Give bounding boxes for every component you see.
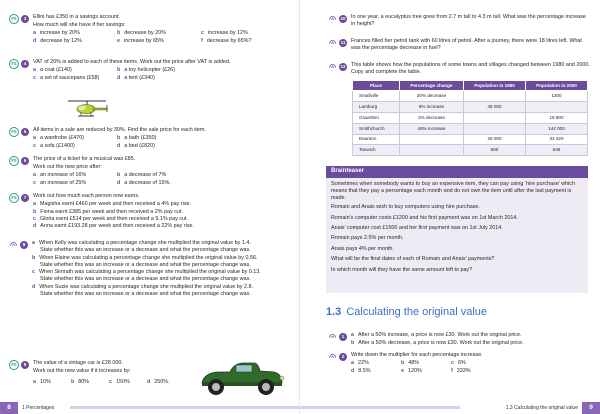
option: d a bed (£820) <box>117 143 155 150</box>
table-header-row <box>353 81 588 91</box>
brainteaser-box <box>326 166 588 293</box>
column-header: Population in 1980 <box>464 81 526 91</box>
chapter-label: 1 Percentages <box>22 404 55 411</box>
section-heading <box>326 305 487 319</box>
options-list <box>33 172 289 187</box>
table-cell: 30% decrease <box>399 90 463 101</box>
option: d a decrease of 15%. <box>117 180 171 187</box>
toy-helicopter-illustration <box>62 99 112 121</box>
option: c 6% <box>451 360 466 367</box>
functional-skills-badge-icon: FS <box>9 193 19 203</box>
options-list <box>33 67 289 82</box>
brainteaser-text: Anais pays 4% per month. <box>331 245 394 252</box>
question-1 <box>328 332 590 347</box>
option: b a decrease of 7% <box>117 172 167 179</box>
options-list <box>33 135 289 150</box>
functional-skills-badge-icon: FS <box>9 14 19 24</box>
table-cell: 2% decrease <box>399 112 463 123</box>
table-cell <box>464 90 526 101</box>
brainteaser-text: Romain’s computer costs £1200 and his first payment was on 1st March 2014. <box>331 214 518 221</box>
table-cell: Tanwich <box>353 145 400 156</box>
question-number: 12 <box>340 63 346 69</box>
population-table <box>352 80 588 156</box>
table-row <box>353 134 588 145</box>
question-text: Ellini has £350 in a savings account. <box>33 14 120 20</box>
table-cell: 19 800 <box>525 112 587 123</box>
table-cell: 8% increase <box>399 101 463 112</box>
question-subtext: Work out the new value if it increases by: <box>33 368 131 375</box>
question-2 <box>328 352 590 375</box>
options-list <box>33 379 189 386</box>
option: b After a 50% decrease, a price is now £30. Work out the original price. <box>351 340 524 347</box>
question-text: The value of a vintage car is £28 000. <box>33 360 123 366</box>
options-list <box>33 30 289 45</box>
option: b 80% <box>71 379 90 386</box>
functional-skills-badge-icon: FS <box>9 127 19 137</box>
column-header: Place <box>353 81 400 91</box>
table-cell <box>399 134 463 145</box>
page-number: 9 <box>582 402 600 414</box>
question-number: 1 <box>339 333 347 341</box>
option: e 120% <box>401 368 422 375</box>
question-10 <box>328 14 590 29</box>
brainteaser-text: Anais’ computer cost £1500 and her first payment was on 1st July 2014. <box>331 225 503 232</box>
option: b 48% <box>401 360 420 367</box>
question-8 <box>9 240 281 298</box>
page-footer-right <box>462 402 600 414</box>
column-header: Population in 2000 <box>525 81 587 91</box>
option: f decrease by 65%? <box>201 38 252 45</box>
option: b decrease by 20% <box>117 30 166 37</box>
table-cell: Deanton <box>353 134 400 145</box>
question-subtext: How much will she have if her savings: <box>33 22 126 29</box>
wifi-collaborative-icon <box>328 40 337 46</box>
option: f 333% <box>451 368 471 375</box>
option: b a bath (£350) <box>117 135 157 142</box>
question-number: 3 <box>21 15 29 23</box>
table-cell: 33 320 <box>525 134 587 145</box>
option: e increase by 65% <box>117 38 164 45</box>
functional-skills-badge-icon: FS <box>9 156 19 166</box>
option: a an increase of 16% <box>33 172 87 179</box>
options-list <box>351 360 590 375</box>
brainteaser-text: Romain and Anais wish to buy computers using hire purchase. <box>331 204 480 211</box>
option: c an increase of 25% <box>33 180 87 187</box>
option: a Magisha earnt £460 per week and then received a 4% pay rise. <box>33 201 192 208</box>
question-number: 4 <box>21 60 29 68</box>
option: b Fiona earnt £385 per week and then received a 2% pay cut. <box>33 208 183 215</box>
question-number: 9 <box>21 361 29 369</box>
table-cell: 48% increase <box>399 123 463 134</box>
question-text: VAT of 20% is added to each of these items. Work out the price after VAT is added. <box>33 59 231 65</box>
wifi-collaborative-icon <box>9 242 18 248</box>
page-footer-left <box>0 402 58 414</box>
question-number: 8 <box>20 241 28 249</box>
table-cell: 1300 <box>525 90 587 101</box>
table-cell: 680 <box>464 145 526 156</box>
option: b When Elaine was calculating a percentage change she multiplied the original value by 0.56. State whether this was an increase or a decrease and what the percentage change was. <box>32 254 258 268</box>
question-7 <box>9 193 289 230</box>
wifi-collaborative-icon <box>328 334 337 340</box>
question-number: 7 <box>21 194 29 202</box>
option: a After a 50% increase, a price is now £30. Work out the original price. <box>351 332 522 338</box>
table-cell: Smithchurch <box>353 123 400 134</box>
question-text: Write down the multiplier for each percentage increase. <box>351 352 483 358</box>
option: a When Kelly was calculating a percentage change she multiplied the original value by 1.4. State whether this was an increase or a decrease and what the percentage change was. <box>32 240 251 254</box>
functional-skills-badge-icon: FS <box>9 360 19 370</box>
option: c a sofa (£1400) <box>33 143 75 150</box>
option: a increase by 20% <box>33 30 80 37</box>
options-list <box>32 240 281 298</box>
wifi-collaborative-icon <box>328 354 337 360</box>
options-list <box>33 201 289 230</box>
question-number: 5 <box>21 128 29 136</box>
table-cell <box>464 112 526 123</box>
question-subtext: Work out the new price after: <box>33 164 102 171</box>
option: d 8.5% <box>351 368 371 375</box>
wifi-collaborative-icon <box>328 64 337 70</box>
question-6 <box>9 156 289 187</box>
section-number: 1.3 <box>326 306 342 318</box>
option: d a tent (£340) <box>117 75 155 82</box>
question-number: 11 <box>340 39 346 45</box>
table-cell: Lamburg <box>353 101 400 112</box>
table-row <box>353 101 588 112</box>
option: d 250%. <box>147 379 170 386</box>
brainteaser-text: What will be the final dates of each of Romain and Anais’ payments? <box>331 256 495 263</box>
table-cell: Smallville <box>353 90 400 101</box>
question-text: Frances filled her petrol tank with 60 litres of petrol. After a journey, there were 18 litres left. What was the percentage decrease in fuel? <box>351 38 582 52</box>
footer-bar <box>70 406 299 409</box>
question-number: 10 <box>340 15 346 21</box>
option: a 10% <box>33 379 51 386</box>
table-cell: 144 000 <box>525 123 587 134</box>
vintage-car-illustration <box>192 357 288 397</box>
option: c a set of saucepans (£58) <box>33 75 100 82</box>
options-list <box>351 332 590 347</box>
option: d When Suzie was calculating a percentage change she multiplied the original value by 2.8. State whether this was an increase or a decrease and what the percentage change was. <box>32 283 253 297</box>
option: a a wardrobe (£470) <box>33 135 85 142</box>
wifi-collaborative-icon <box>328 16 337 22</box>
option: d Anna earnt £193.28 per week and then received a 22% pay rise. <box>33 223 195 230</box>
chapter-label: 1.3 Calculating the original value <box>505 404 578 411</box>
option: c Gloria earnt £514 per week and then received a 9.1% pay cut. <box>33 216 189 223</box>
question-5 <box>9 127 289 150</box>
table-row <box>353 145 588 156</box>
question-text: Work out how much each person now earns. <box>33 193 140 199</box>
option: c increase by 12% <box>201 30 248 37</box>
page-number: 8 <box>0 402 18 414</box>
column-header: Percentage change <box>399 81 463 91</box>
option: b a toy helicopter (£26) <box>117 67 175 74</box>
table-cell: 646 <box>525 145 587 156</box>
question-3 <box>9 14 289 45</box>
option: a 22% <box>351 360 369 367</box>
footer-bar <box>300 406 460 409</box>
question-12 <box>328 62 590 77</box>
question-number: 2 <box>339 353 347 361</box>
question-text: In one year, a eucalyptus tree grew from 2.7 m tall to 4.3 m tall. What was the percentage increase in height? <box>351 14 586 28</box>
brainteaser-title: Brainteaser <box>326 166 588 178</box>
question-text: The price of a ticket for a musical was £85. <box>33 156 136 162</box>
table-cell <box>464 123 526 134</box>
table-row <box>353 123 588 134</box>
option: c When Simrath was calculating a percentage change she multiplied the original value by 0.13. State whether this was an increase or a decrease and what the percentage change was. <box>32 269 261 283</box>
brainteaser-text: Sometimes when somebody wants to buy an expensive item, they can pay using ‘hire purchase’ which means that they pay a percentage each month and do not own the item until after the last payment is made. <box>331 181 576 202</box>
option: a a coat (£140) <box>33 67 72 74</box>
table-cell: 46 000 <box>464 101 526 112</box>
table-cell <box>525 101 587 112</box>
question-text: This table shows how the populations of some towns and villages changed between 1980 and 2000. Copy and complete the table. <box>351 62 590 76</box>
table-cell: Gravelton <box>353 112 400 123</box>
table-row <box>353 112 588 123</box>
question-9 <box>9 360 189 386</box>
question-4 <box>9 59 289 82</box>
section-title: Calculating the original value <box>346 306 488 318</box>
option: c 150% <box>109 379 130 386</box>
brainteaser-text: In which month will they have the same amount left to pay? <box>331 266 473 273</box>
table-cell: 28 000 <box>464 134 526 145</box>
table-cell <box>399 145 463 156</box>
table-row <box>353 90 588 101</box>
question-text: All items in a sale are reduced by 30%. Find the sale price for each item. <box>33 127 206 133</box>
question-11 <box>328 38 590 53</box>
brainteaser-text: Romain pays 2.5% per month. <box>331 235 404 242</box>
option: d decrease by 12% <box>33 38 82 45</box>
question-number: 6 <box>21 157 29 165</box>
functional-skills-badge-icon: FS <box>9 59 19 69</box>
